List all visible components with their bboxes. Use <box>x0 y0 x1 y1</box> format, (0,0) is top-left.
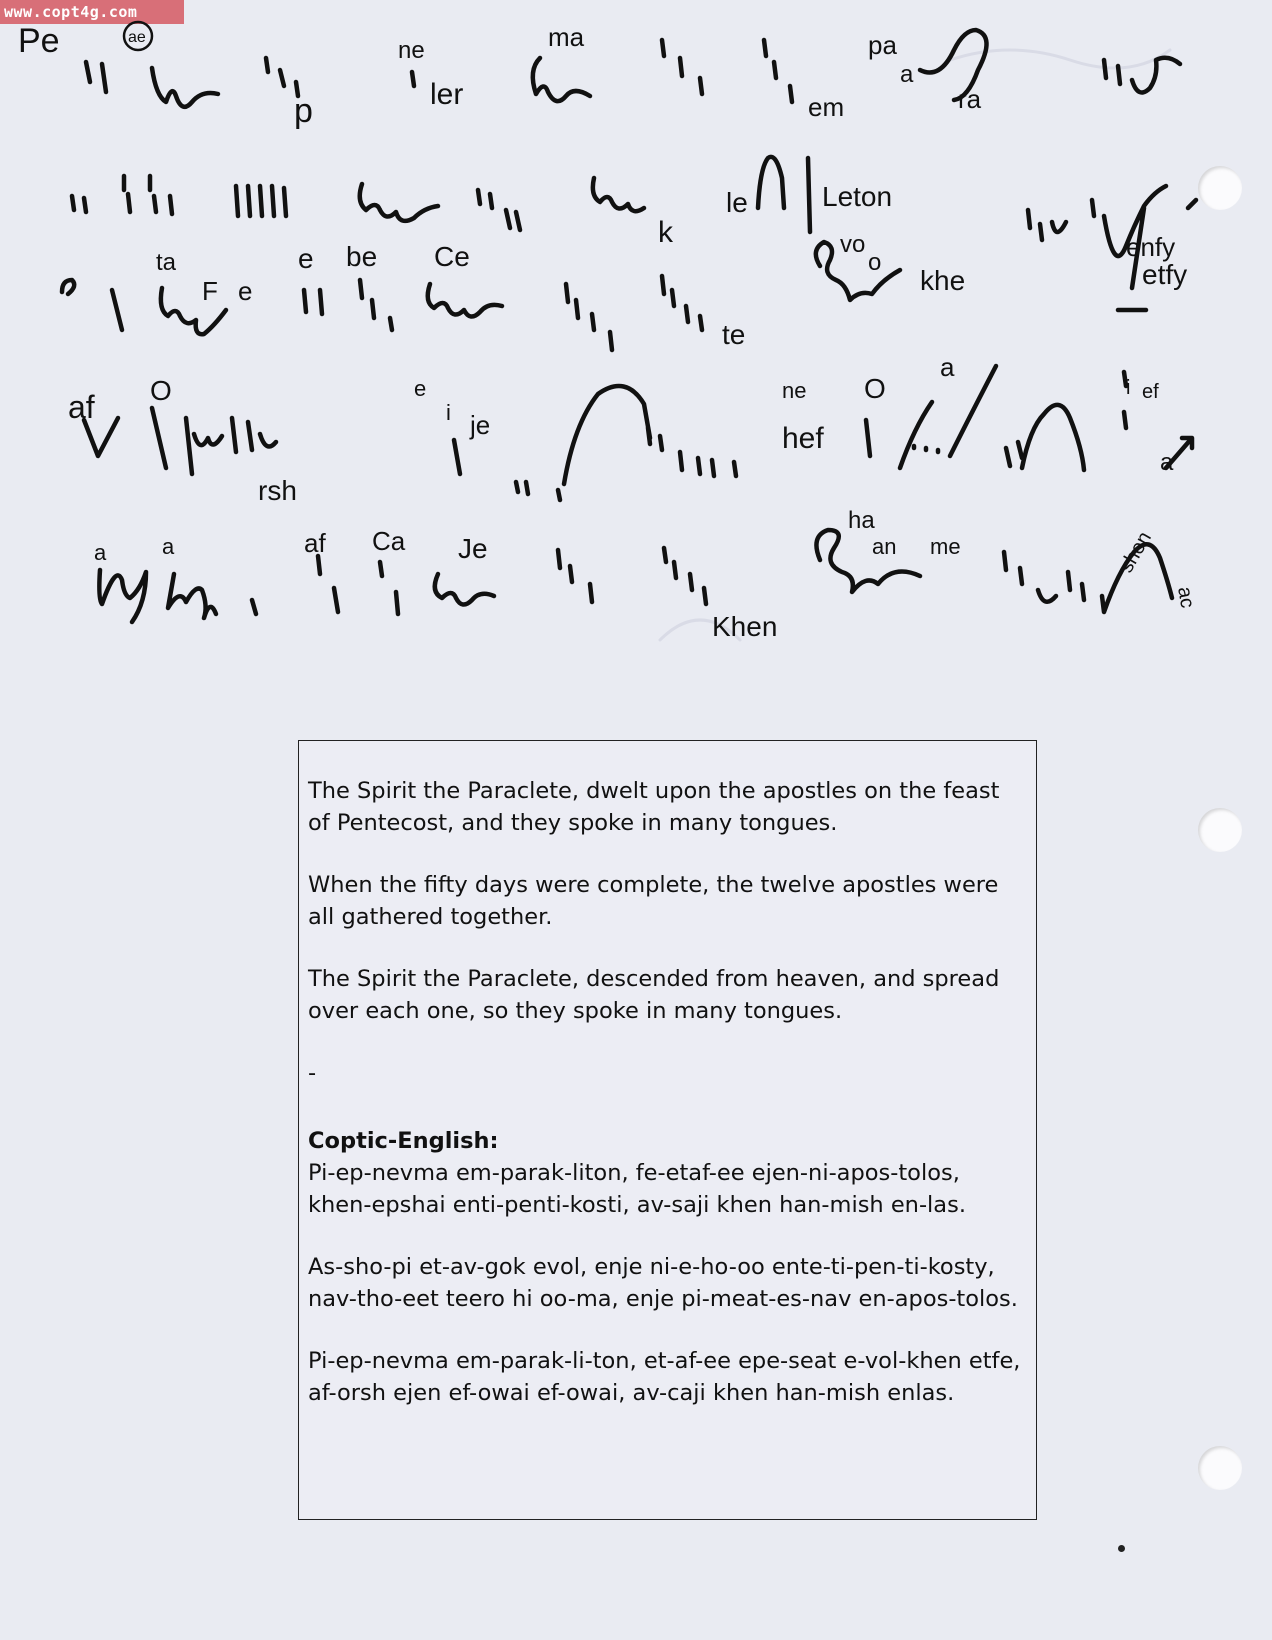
stray-ink-dot <box>1118 1545 1125 1552</box>
syllable: vo <box>840 231 866 258</box>
english-verse-1: The Spirit the Paraclete, dwelt upon the apostles on the feast of Pentecost, and they spoke in many tongues. <box>308 778 1000 836</box>
syllable: p <box>294 92 313 130</box>
separator: - <box>308 1060 317 1086</box>
coptic-verse-2: As-sho-pi et-av-gok evol, enje ni-e-ho-oo ente-ti-pen-ti-kosty, nav-tho-eet teero hi oo-ma, enje pi-meat-es-nav en-apos-tolos. <box>308 1254 1018 1312</box>
syllable: a <box>940 352 955 382</box>
syllable: enfy <box>1126 232 1176 262</box>
syllable: ae <box>128 29 146 46</box>
syllable: a <box>162 534 175 559</box>
syllable: pa <box>868 30 897 60</box>
syllable: a <box>94 540 107 565</box>
syllable: af <box>68 389 95 425</box>
syllable: shen <box>1115 527 1157 577</box>
syllable: Khen <box>712 611 778 642</box>
punch-hole-middle <box>1198 808 1242 852</box>
syllable: Je <box>458 533 488 564</box>
syllable: e <box>414 376 427 401</box>
syllable: ha <box>848 507 875 534</box>
syllable: i <box>446 400 451 425</box>
syllable: Ca <box>372 526 406 556</box>
syllable: Ce <box>434 241 470 272</box>
syllable: e <box>298 243 314 274</box>
neume-strokes-row-3 <box>62 276 702 350</box>
english-verse-2: When the fifty days were complete, the twelve apostles were all gathered together. <box>308 872 999 930</box>
coptic-english-heading: Coptic-English: <box>308 1128 499 1154</box>
bleed-through-marks <box>40 50 1170 720</box>
syllable: O <box>864 373 886 404</box>
syllable: af <box>304 528 326 558</box>
syllable: etfy <box>1142 259 1188 290</box>
syllable: o <box>868 249 882 276</box>
watermark: www.copt4g.com <box>0 0 184 24</box>
syllable: ra <box>958 84 982 114</box>
syllable: me <box>930 534 961 559</box>
syllable: a <box>1160 449 1174 476</box>
syllable: em <box>808 92 845 122</box>
syllable: rsh <box>258 475 297 506</box>
punch-hole-bottom <box>1198 1446 1242 1490</box>
syllable: ne <box>782 378 807 403</box>
syllable: hef <box>782 422 824 455</box>
syllable: ma <box>548 22 585 52</box>
syllable: ler <box>430 78 464 111</box>
neume-strokes-row-1 <box>86 30 1180 107</box>
syllable: i <box>1126 377 1131 399</box>
neume-strokes-row-4 <box>84 366 1192 500</box>
syllable: ef <box>1142 381 1159 403</box>
syllable: je <box>470 410 491 440</box>
syllable: an <box>872 534 897 559</box>
syllable: te <box>722 319 746 350</box>
syllable: le <box>726 187 748 218</box>
syllable: ne <box>398 37 425 64</box>
neume-strokes-row-5 <box>99 527 1172 622</box>
syllable: be <box>346 241 378 272</box>
syllable: k <box>658 216 673 249</box>
syllable: e <box>238 276 253 306</box>
syllable: O <box>150 375 172 406</box>
syllable: F <box>202 276 218 306</box>
syllable: Leton <box>822 181 893 212</box>
syllable: ac <box>1173 585 1199 610</box>
syllable: a <box>900 61 914 88</box>
syllable: khe <box>920 265 966 296</box>
coptic-verse-1: Pi-ep-nevma em-parak-liton, fe-etaf-ee ejen-ni-apos-tolos, khen-epshai enti-penti-kosti, av-saji khen han-mish en-las. <box>308 1160 966 1218</box>
handwritten-music-notation <box>0 0 1272 720</box>
coptic-verse-3: Pi-ep-nevma em-parak-li-ton, et-af-ee epe-seat e-vol-khen etfe, af-orsh ejen ef-owai ef-owai, av-caji khen han-mish enlas. <box>308 1348 1021 1406</box>
syllable: ta <box>156 249 177 276</box>
translation-box <box>298 740 1037 1520</box>
english-verse-3: The Spirit the Paraclete, descended from heaven, and spread over each one, so they spoke in many tongues. <box>308 966 1000 1024</box>
syllable: Pe <box>18 22 60 60</box>
